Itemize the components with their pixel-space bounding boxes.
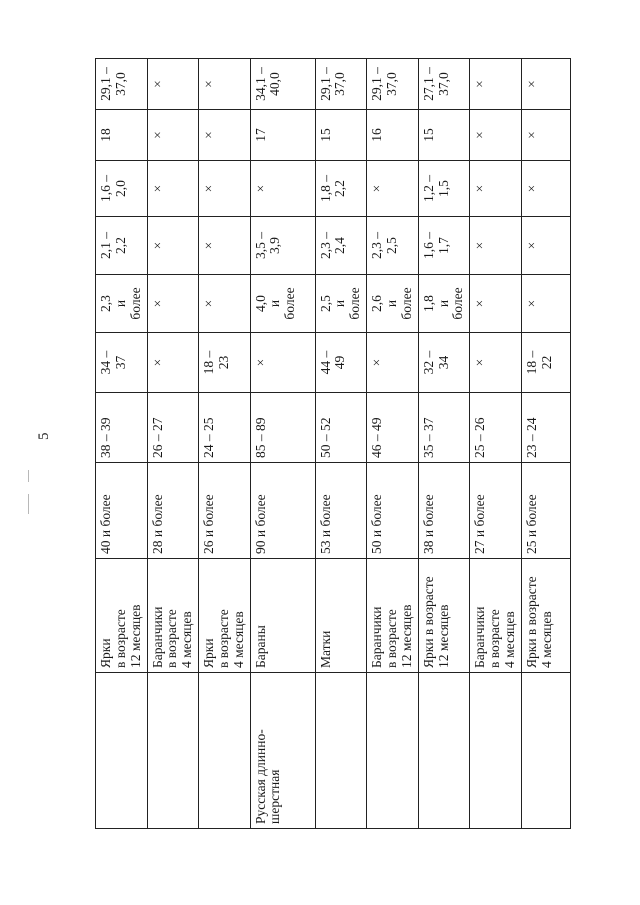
weight-range-cell-text: 25 – 26 xyxy=(472,417,488,458)
breed-cell xyxy=(315,673,367,829)
col5-cell-text: × xyxy=(472,358,488,367)
category-cell-text: Ярки в возрасте 12 месяцев xyxy=(98,604,143,668)
sheep-standards-table xyxy=(95,58,571,829)
col7-cell-text: 3,5 – 3,9 xyxy=(252,232,283,259)
weight-cell-text: 28 и более xyxy=(149,494,165,554)
col8-cell-text: × xyxy=(252,184,268,193)
breed-cell xyxy=(147,673,199,829)
col10-cell-text: × xyxy=(472,80,488,88)
category-cell xyxy=(470,559,522,673)
weight-range-cell xyxy=(315,393,367,463)
weight-range-cell-text: 85 – 89 xyxy=(252,417,268,458)
col9-cell-text: 15 xyxy=(420,128,436,142)
col5-cell xyxy=(315,333,367,393)
col9-cell xyxy=(521,110,570,161)
col7-cell-text: 2,3 – 2,4 xyxy=(317,232,348,259)
weight-cell-text: 40 и более xyxy=(98,494,113,554)
col5-cell xyxy=(147,333,199,393)
page-number: 5 xyxy=(36,432,52,440)
col9-cell xyxy=(96,110,148,161)
col7-cell-text: 2,3 – 2,5 xyxy=(369,232,399,259)
col9-cell xyxy=(315,110,367,161)
col9-cell-text: × xyxy=(149,131,165,139)
col10-cell xyxy=(521,59,570,110)
category-cell-text: Бараны xyxy=(252,625,268,668)
weight-range-cell xyxy=(418,393,470,463)
weight-range-cell xyxy=(521,393,570,463)
col10-cell xyxy=(96,59,148,110)
col6-cell-text: 4,0 и более xyxy=(252,287,298,320)
weight-range-cell-text: 24 – 25 xyxy=(201,417,217,458)
col9-cell-text: × xyxy=(472,131,488,139)
col9-cell-text: 17 xyxy=(252,128,268,142)
weight-cell-text: 26 и более xyxy=(201,494,217,554)
col8-cell xyxy=(199,161,251,217)
col5-cell xyxy=(96,333,148,393)
weight-range-cell xyxy=(147,393,199,463)
col5-cell-text: 44 – 49 xyxy=(317,350,348,375)
col10-cell-text: 29,1 – 37,0 xyxy=(98,67,128,101)
breed-cell xyxy=(96,673,148,829)
breed-cell-text: Русская длинно- шерстная xyxy=(252,729,283,824)
weight-range-cell-text: 50 – 52 xyxy=(317,417,333,458)
col8-cell xyxy=(315,161,367,217)
category-cell-text: Ярки в возрасте 4 месяцев xyxy=(201,609,246,668)
weight-cell xyxy=(470,463,522,559)
col10-cell xyxy=(367,59,419,110)
col7-cell xyxy=(470,217,522,275)
col8-cell-text: × xyxy=(149,184,165,193)
table-row xyxy=(470,59,522,829)
col5-cell xyxy=(250,333,315,393)
scan-mark xyxy=(28,494,29,514)
col5-cell-text: × xyxy=(149,358,165,367)
breed-cell xyxy=(367,673,419,829)
col8-cell xyxy=(418,161,470,217)
category-cell-text: Матки xyxy=(317,630,333,668)
col6-cell xyxy=(315,275,367,333)
weight-cell xyxy=(96,463,148,559)
col5-cell xyxy=(418,333,470,393)
weight-range-cell-text: 23 – 24 xyxy=(523,417,539,458)
col6-cell-text: × xyxy=(523,299,539,308)
col9-cell-text: 18 xyxy=(98,128,113,142)
category-cell xyxy=(418,559,470,673)
weight-range-cell xyxy=(250,393,315,463)
col8-cell xyxy=(521,161,570,217)
weight-cell xyxy=(367,463,419,559)
col6-cell xyxy=(147,275,199,333)
col5-cell xyxy=(367,333,419,393)
col6-cell-text: × xyxy=(201,299,217,308)
category-cell xyxy=(96,559,148,673)
breed-cell xyxy=(418,673,470,829)
weight-range-cell-text: 46 – 49 xyxy=(369,417,385,458)
col10-cell-text: 29,1 – 37,0 xyxy=(369,67,399,101)
weight-cell-text: 50 и более xyxy=(369,494,385,554)
col7-cell xyxy=(315,217,367,275)
category-cell xyxy=(250,559,315,673)
weight-cell-text: 90 и более xyxy=(252,494,268,554)
col10-cell xyxy=(199,59,251,110)
col7-cell xyxy=(521,217,570,275)
table-row xyxy=(199,59,251,829)
col6-cell xyxy=(470,275,522,333)
col8-cell xyxy=(470,161,522,217)
col10-cell xyxy=(147,59,199,110)
col7-cell xyxy=(367,217,419,275)
scan-mark xyxy=(28,470,29,482)
weight-range-cell-text: 26 – 27 xyxy=(149,417,165,458)
col7-cell-text: × xyxy=(201,241,217,250)
col7-cell-text: 2,1 – 2,2 xyxy=(98,232,128,259)
col7-cell xyxy=(418,217,470,275)
category-cell xyxy=(367,559,419,673)
col6-cell xyxy=(521,275,570,333)
weight-range-cell xyxy=(367,393,419,463)
col10-cell xyxy=(470,59,522,110)
table-row xyxy=(418,59,470,829)
col9-cell xyxy=(199,110,251,161)
col9-cell-text: 16 xyxy=(369,128,385,142)
col6-cell-text: 2,3 и более xyxy=(98,287,143,320)
category-cell-text: Баранчики в возрасте 4 месяцев xyxy=(472,606,517,668)
col6-cell-text: 2,5 и более xyxy=(317,287,363,320)
col6-cell xyxy=(418,275,470,333)
col6-cell xyxy=(250,275,315,333)
breed-cell xyxy=(199,673,251,829)
col7-cell-text: 1,6 – 1,7 xyxy=(420,232,451,259)
col6-cell xyxy=(367,275,419,333)
weight-cell xyxy=(147,463,199,559)
col8-cell-text: 1,2 – 1,5 xyxy=(420,175,451,202)
col9-cell xyxy=(470,110,522,161)
col5-cell-text: × xyxy=(369,358,385,367)
weight-range-cell xyxy=(96,393,148,463)
col7-cell-text: × xyxy=(149,241,165,250)
table-row xyxy=(96,59,148,829)
table-row xyxy=(521,59,570,829)
col8-cell-text: 1,8 – 2,2 xyxy=(317,175,348,202)
col9-cell-text: × xyxy=(201,131,217,139)
col10-cell-text: 27,1 – 37,0 xyxy=(420,67,451,101)
col8-cell-text: × xyxy=(472,184,488,193)
col10-cell xyxy=(418,59,470,110)
col9-cell xyxy=(147,110,199,161)
col8-cell xyxy=(367,161,419,217)
category-cell-text: Баранчики в возрасте 12 месяцев xyxy=(369,604,414,668)
table-row xyxy=(367,59,419,829)
weight-range-cell xyxy=(199,393,251,463)
col10-cell-text: 29,1 – 37,0 xyxy=(317,67,348,101)
category-cell-text: Ярки в возрасте 4 месяцев xyxy=(523,576,554,668)
col8-cell-text: × xyxy=(201,184,217,193)
table-row xyxy=(147,59,199,829)
col5-cell-text: 34 – 37 xyxy=(98,350,128,375)
weight-cell xyxy=(315,463,367,559)
category-cell xyxy=(199,559,251,673)
col9-cell xyxy=(367,110,419,161)
col5-cell xyxy=(470,333,522,393)
table-row xyxy=(315,59,367,829)
weight-cell xyxy=(199,463,251,559)
col8-cell xyxy=(96,161,148,217)
col10-cell-text: × xyxy=(523,80,539,88)
weight-cell xyxy=(521,463,570,559)
col9-cell-text: × xyxy=(523,131,539,139)
weight-cell xyxy=(250,463,315,559)
col10-cell xyxy=(315,59,367,110)
col7-cell xyxy=(96,217,148,275)
breed-cell xyxy=(250,673,315,829)
col5-cell-text: 32 – 34 xyxy=(420,350,451,375)
col8-cell xyxy=(250,161,315,217)
col8-cell-text: × xyxy=(369,184,385,193)
col6-cell-text: 2,6 и более xyxy=(369,287,414,320)
col7-cell xyxy=(199,217,251,275)
category-cell xyxy=(315,559,367,673)
col5-cell xyxy=(521,333,570,393)
col7-cell-text: × xyxy=(523,241,539,250)
col10-cell-text: 34,1 – 40,0 xyxy=(252,67,283,101)
weight-range-cell-text: 38 – 39 xyxy=(98,417,113,458)
col5-cell-text: × xyxy=(252,358,268,367)
col8-cell xyxy=(147,161,199,217)
category-cell xyxy=(147,559,199,673)
col10-cell xyxy=(250,59,315,110)
col5-cell-text: 18 – 23 xyxy=(201,350,231,375)
category-cell-text: Ярки в возрасте 12 месяцев xyxy=(420,576,451,668)
weight-cell xyxy=(418,463,470,559)
col8-cell-text: 1,6 – 2,0 xyxy=(98,175,128,202)
breed-cell xyxy=(470,673,522,829)
weight-cell-text: 27 и более xyxy=(472,494,488,554)
col9-cell xyxy=(250,110,315,161)
col6-cell-text: × xyxy=(472,299,488,308)
col8-cell-text: × xyxy=(523,184,539,193)
col6-cell-text: 1,8 и более xyxy=(420,287,466,320)
col9-cell xyxy=(418,110,470,161)
category-cell xyxy=(521,559,570,673)
col7-cell xyxy=(147,217,199,275)
weight-cell-text: 25 и более xyxy=(523,494,539,554)
col7-cell-text: × xyxy=(472,241,488,250)
category-cell-text: Баранчики в возрасте 4 месяцев xyxy=(149,606,195,668)
table-row xyxy=(250,59,315,829)
weight-cell-text: 38 и более xyxy=(420,494,436,554)
col5-cell xyxy=(199,333,251,393)
col10-cell-text: × xyxy=(149,80,165,88)
col9-cell-text: 15 xyxy=(317,128,333,142)
col6-cell xyxy=(199,275,251,333)
col7-cell xyxy=(250,217,315,275)
table-body xyxy=(96,59,571,829)
weight-range-cell xyxy=(470,393,522,463)
col5-cell-text: 18 – 22 xyxy=(523,350,554,375)
weight-cell-text: 53 и более xyxy=(317,494,333,554)
breed-cell xyxy=(521,673,570,829)
weight-range-cell-text: 35 – 37 xyxy=(420,417,436,458)
rotated-table-wrapper xyxy=(95,59,558,829)
col6-cell-text: × xyxy=(149,299,165,308)
col6-cell xyxy=(96,275,148,333)
col10-cell-text: × xyxy=(201,80,217,88)
